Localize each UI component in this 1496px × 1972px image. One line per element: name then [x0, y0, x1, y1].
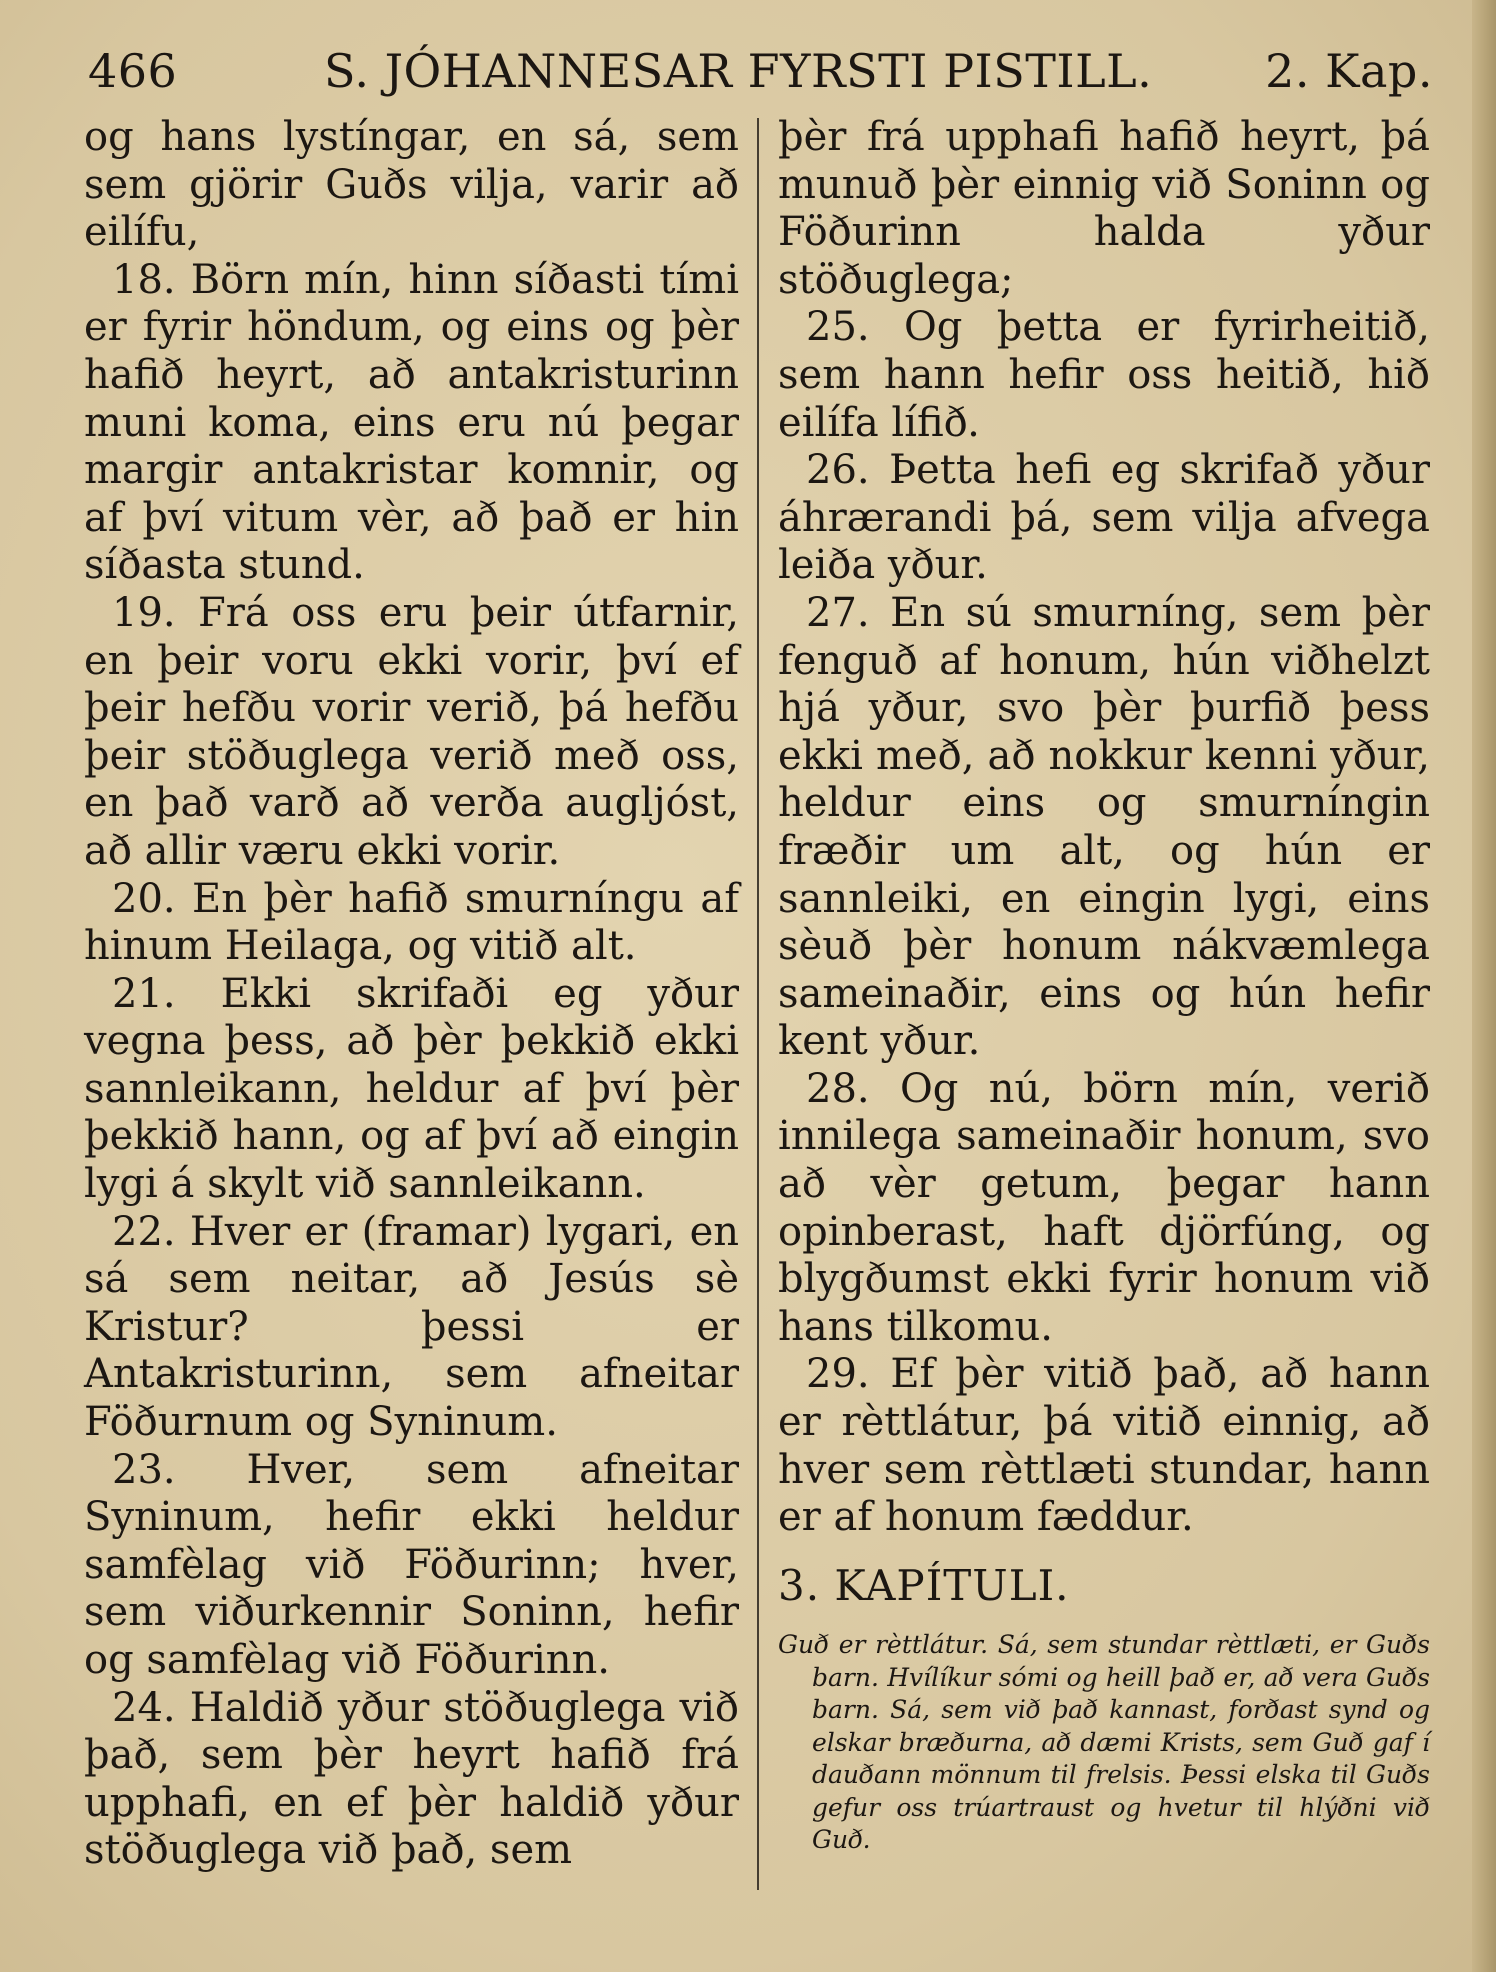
verse-24: 24. Haldið yður stöðuglega við það, sem þèr heyrt hafið frá upphafi, en ef þèr haldið yður stöðuglega við það, sem	[84, 1684, 739, 1874]
right-column	[778, 114, 1430, 1857]
verse-29: 29. Ef þèr vitið það, að hann er rèttlátur, þá vitið einnig, að hver sem rèttlæti stundar, hann er af honum fæddur.	[778, 1351, 1430, 1541]
verse-28: 28. Og nú, börn mín, verið innilega sameinaðir honum, svo að vèr getum, þegar hann opinberast, haft djörfúng, og blygðumst ekki fyrir honum við hans tilkomu.	[778, 1065, 1430, 1350]
verse-20: 20. En þèr hafið smurníngu af hinum Heilaga, og vitið alt.	[84, 875, 739, 970]
chapter-heading: 3. KAPÍTULI.	[778, 1560, 1070, 1610]
verse-26: 26. Þetta hefi eg skrifað yður áhrærandi þá, sem vilja afvega leiða yður.	[778, 447, 1430, 589]
chapter-summary: Guð er rèttlátur. Sá, sem stundar rèttlæti, er Guðs barn. Hvílíkur sómi og heill það er, að vera Guðs barn. Sá, sem við það kannast, forðast synd og elskar bræðurna, að dæmi Krists, sem Guð gaf í dauðann mönnum til frelsis. Þessi elska til Guðs gefur oss trúartraust og hvetur til hlýðni við Guð.	[778, 1630, 1430, 1855]
verse-23: 23. Hver, sem afneitar Syninum, hefir ekki heldur samfèlag við Föðurinn; hver, sem viðurkennir Soninn, hefir og samfèlag við Föðurinn.	[84, 1446, 739, 1683]
running-title: S. JÓHANNESAR FYRSTI PISTILL.	[324, 44, 1153, 98]
page-number: 466	[88, 44, 178, 98]
column-divider	[757, 118, 759, 1890]
verse-22: 22. Hver er (framar) lygari, en sá sem neitar, að Jesús sè Kristur? þessi er Antakristurinn, sem afneitar Föðurnum og Syninum.	[84, 1208, 739, 1446]
page-header	[88, 44, 1433, 104]
left-column	[84, 114, 739, 1875]
verse-18: 18. Börn mín, hinn síðasti tími er fyrir höndum, og eins og þèr hafið heyrt, að antakristurinn muni koma, eins eru nú þegar margir antakristar komnir, og af því vitum vèr, að það er hin síðasta stund.	[84, 256, 739, 589]
verse-27: 27. En sú smurníng, sem þèr fenguð af honum, hún viðhelzt hjá yður, svo þèr þurfið þess ekki með, að nokkur kenni yður, heldur eins og smurníngin fræðir um alt, og hún er sannleiki, en eingin lygi, eins sèuð þèr honum nákvæmlega sameinaðir, eins og hún hefir kent yður.	[778, 589, 1430, 1065]
verse-25: 25. Og þetta er fyrirheitið, sem hann hefir oss heitið, hið eilífa lífið.	[778, 304, 1430, 446]
verse-19: 19. Frá oss eru þeir útfarnir, en þeir voru ekki vorir, því ef þeir hefðu vorir verið, þá hefðu þeir stöðuglega verið með oss, en það varð að verða augljóst, að allir væru ekki vorir.	[84, 589, 739, 874]
verse-21: 21. Ekki skrifaði eg yður vegna þess, að þèr þekkið ekki sannleikann, heldur af því þèr þekkið hann, og af því að eingin lygi á skylt við sannleikann.	[84, 970, 739, 1208]
verse-24-continuation: þèr frá upphafi hafið heyrt, þá munuð þèr einnig við Soninn og Föðurinn halda yður stöðuglega;	[778, 114, 1430, 303]
verse-continuation: og hans lystíngar, en sá, sem sem gjörir Guðs vilja, varir að eilífu,	[84, 114, 739, 256]
chapter-reference: 2. Kap.	[1265, 44, 1433, 98]
page-edge	[1472, 0, 1496, 1972]
